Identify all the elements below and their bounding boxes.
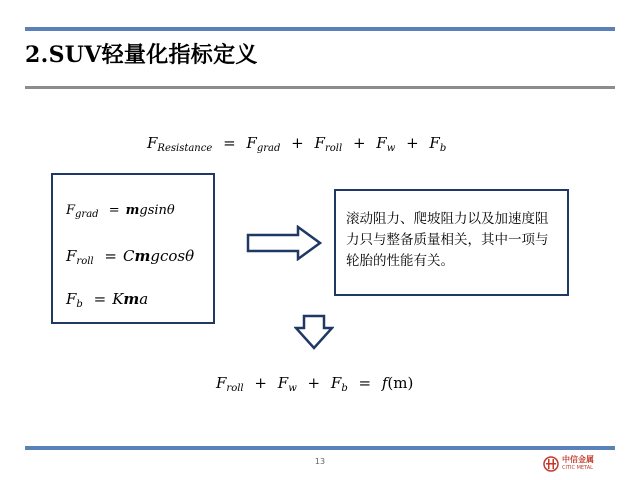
eq-term: gsinθ xyxy=(139,203,175,218)
eq-operator: + xyxy=(406,134,419,152)
eq-subscript: roll xyxy=(226,383,244,394)
eq-symbol: F xyxy=(314,134,325,152)
eq-operator: = xyxy=(108,203,120,218)
grade-resistance-formula xyxy=(66,203,175,220)
citic-logo-icon xyxy=(543,456,559,472)
eq-subscript: b xyxy=(341,383,348,394)
title-rule xyxy=(25,86,615,89)
eq-symbol: F xyxy=(66,247,77,265)
eq-subscript: w xyxy=(386,143,396,154)
acceleration-resistance-formula xyxy=(66,290,148,310)
resistance-equation xyxy=(147,134,446,154)
eq-operator: + xyxy=(254,374,267,392)
page-number: 13 xyxy=(314,457,326,466)
eq-operator: + xyxy=(307,374,321,392)
eq-symbol: F xyxy=(246,134,257,152)
eq-symbol: F xyxy=(429,134,440,152)
explanation-box xyxy=(334,189,569,296)
bottom-accent-bar xyxy=(25,446,615,450)
eq-operator: = xyxy=(93,290,107,308)
eq-mass-symbol: m xyxy=(134,247,151,265)
company-logo xyxy=(543,455,594,473)
eq-operator: = xyxy=(104,247,117,265)
eq-operator: + xyxy=(352,134,366,152)
rolling-resistance-formula xyxy=(66,247,194,267)
eq-coefficient: C xyxy=(122,247,135,265)
eq-mass-symbol: m xyxy=(123,290,140,308)
eq-symbol: F xyxy=(376,134,387,152)
eq-subscript: grad xyxy=(256,143,281,154)
formula-box xyxy=(51,173,215,324)
eq-term: gcosθ xyxy=(150,247,195,265)
logo-english-name: CITIC METAL xyxy=(562,465,593,471)
right-arrow-icon xyxy=(246,225,322,261)
slide-title: 2.SUV轻量化指标定义 xyxy=(25,42,258,68)
eq-term: a xyxy=(139,290,149,308)
eq-function: f xyxy=(381,374,388,392)
eq-subscript: b xyxy=(76,299,83,310)
eq-operator: = xyxy=(358,374,372,392)
explanation-text: 滚动阻力、爬坡阻力以及加速度阻力只与整备质量相关，其中一项与轮胎的性能有关。 xyxy=(346,211,549,269)
eq-subscript: roll xyxy=(76,256,94,267)
eq-subscript: grad xyxy=(75,209,99,220)
eq-symbol: F xyxy=(216,374,227,392)
eq-subscript: roll xyxy=(324,143,343,154)
eq-symbol: F xyxy=(66,290,77,308)
eq-subscript: w xyxy=(288,383,297,394)
eq-argument: (m) xyxy=(387,374,414,392)
down-arrow-icon xyxy=(294,314,334,350)
eq-mass-symbol: m xyxy=(125,203,140,218)
eq-symbol: F xyxy=(330,374,342,392)
eq-operator: + xyxy=(291,134,304,152)
eq-symbol: F xyxy=(277,374,289,392)
eq-subscript: Resistance xyxy=(157,143,213,154)
eq-subscript: b xyxy=(439,143,447,154)
top-accent-bar xyxy=(25,27,615,31)
logo-chinese-name: 中信金属 xyxy=(562,455,594,464)
eq-symbol: F xyxy=(66,203,76,218)
eq-operator: = xyxy=(223,134,236,152)
eq-coefficient: K xyxy=(112,290,124,308)
eq-symbol: F xyxy=(147,134,158,152)
mass-function-equation xyxy=(216,374,413,394)
